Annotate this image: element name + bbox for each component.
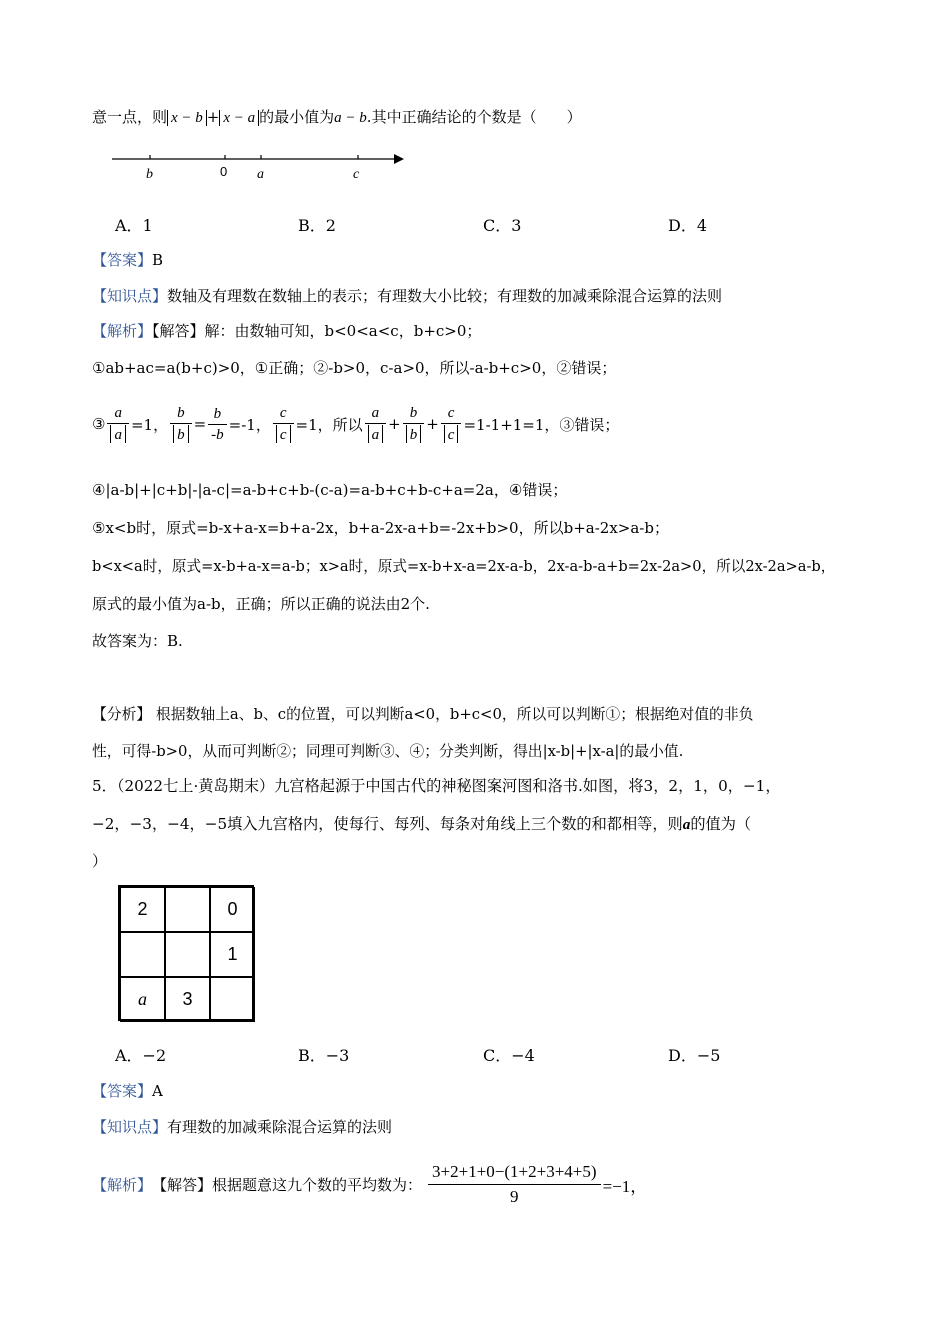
q4-answer [92,249,163,270]
grid-cell-1: 2 [120,887,165,932]
fraction-b-over-neg-b [208,404,227,445]
q5-line-3: ） [92,852,108,870]
grid-cell-6: 1 [210,932,255,977]
frac-den: b [409,427,418,443]
answer-value: A [152,1082,163,1100]
analysis-intro-text: 【解答】解：由数轴可知，b<0<a<c，b+c>0； [152,322,482,340]
q4-option-d[interactable]: D．4 [668,216,708,235]
axis-label-c: c [353,167,360,182]
grid-cell-3: 0 [210,887,255,932]
q4-knowledge [92,285,722,306]
analysis-tag: 【解析】 [92,1176,153,1194]
circle-3: ③ [92,415,106,433]
eq-text: =1， [130,415,169,434]
knowledge-text: 数轴及有理数在数轴上的表示；有理数大小比较；有理数的加减乘除混合运算的法则 [167,287,723,305]
q4-option-b[interactable]: B．2 [298,216,336,235]
frac-num: 3+2+1+0−(1+2+3+4+5) [428,1160,601,1185]
q4-fenxi-1 [92,703,753,724]
frac-den: 9 [510,1187,519,1206]
answer-tag: 【答案】 [92,1082,153,1100]
frac-result: =−1， [602,1177,648,1196]
eq-text: =1，所以 [295,415,363,434]
q5-analysis [92,1160,647,1209]
number-line [108,148,408,186]
q4-line-1: ①ab+ac=a(b+c)>0，①正确；②-b>0，c-a>0，所以-a-b+c>0，②错误； [92,359,617,377]
plus-sign: + [426,415,439,433]
frac-num: b [170,403,192,424]
q5-variable-a: a [682,816,691,833]
fraction-a-over-abs-a [107,403,129,445]
eq-text: = [193,415,207,433]
q4-stem-prefix: 意一点，则 [92,108,168,126]
q4-line-6: b<x<a时，原式=x-b+a-x=a-b；x>a时，原式=x-b+x-a=2x-a-b，2x-a-b-a+b=2x-2a>0，所以2x-2a>a-b， [92,558,836,575]
q4-line-5: ⑤x<b时，原式=b-x+a-x=b+a-2x，b+a-2x-a+b=-2x+b>0，所以b+a-2x>a-b； [92,519,669,537]
answer-tag: 【答案】 [92,251,153,269]
q5-option-c[interactable]: C．−4 [483,1046,535,1065]
q4-line-8: 故答案为：B. [92,632,183,650]
q4-fenxi-2: 性，可得-b>0，从而可判断②；同理可判断③、④；分类判断，得出|x-b|+|x-a|的最小值. [92,743,684,760]
axis-label-a: a [257,167,264,182]
fenxi-tag: 【分析】 [92,706,152,723]
plus-sign: + [206,108,220,126]
q4-line-7: 原式的最小值为a-b，正确；所以正确的说法由2个. [92,595,430,613]
q4-option-a[interactable]: A．1 [115,216,153,235]
fenxi-text-1: 根据数轴上a、b、c的位置，可以判断a<0，b+c<0，所以可以判断①；根据绝对值的非负 [155,706,754,723]
grid-cell-8: 3 [165,977,210,1022]
q5-line-2-text: −2，−3，−4，−5填入九宫格内，使每行、每列、每条对角线上三个数的和都相等，则 [92,815,683,833]
q5-answer [92,1080,163,1101]
frac-den: a [371,427,380,443]
fraction-a-over-abs-a-2 [365,403,387,445]
q5-line-2 [92,813,751,834]
q4-stem-suffix: .其中正确结论的个数是（ ） [366,108,582,126]
frac-num: b [403,403,425,424]
grid-cell-9 [210,977,255,1022]
nine-grid [118,885,254,1021]
frac-num: c [441,403,462,424]
q5-option-b[interactable]: B．−3 [298,1046,350,1065]
eq-text: =1-1+1=1，③错误； [463,415,620,434]
frac-den: c [279,427,287,443]
frac-num: b [208,404,227,425]
frac-num: c [273,403,294,424]
frac-den: c [447,427,455,443]
fraction-c-over-abs-c-2 [441,403,462,445]
a-minus-b: a − b [334,110,367,126]
q4-option-c[interactable]: C．3 [483,216,522,235]
q4-line-4: ④|a-b|+|c+b|-|a-c|=a-b+c+b-(c-a)=a-b+c+b-c+a=2a，④错误； [92,481,568,499]
plus-sign: + [388,415,401,433]
abs-x-minus-a: x − a [219,110,259,126]
grid-cell-5 [165,932,210,977]
frac-num: a [365,403,387,424]
q5-line-1: 5．（2022七上·黄岛期末）九宫格起源于中国古代的神秘图案河图和洛书.如图，将3，2，1，0，−1， [92,777,781,795]
analysis-tag: 【解析】 [92,322,153,340]
q5-line-2-tail: 的值为（ [690,815,752,833]
frac-num: a [107,403,129,424]
axis-label-zero: 0 [220,164,228,179]
q4-analysis-intro [92,320,481,341]
q5-option-a[interactable]: A．−2 [115,1046,167,1065]
q5-option-d[interactable]: D．−5 [668,1046,721,1065]
knowledge-tag: 【知识点】 [92,287,168,305]
average-fraction [428,1160,601,1209]
q5-knowledge [92,1116,392,1137]
axis-label-b: b [146,167,153,182]
analysis-text: 【解答】根据题意这九个数的平均数为： [152,1176,423,1194]
frac-den: a [114,427,122,443]
eq-text: =-1， [228,415,271,434]
knowledge-tag: 【知识点】 [92,1118,168,1136]
q4-line-3 [92,403,619,445]
q4-stem [92,106,582,129]
q4-stem-mid: 的最小值为 [259,108,335,126]
abs-x-minus-b: x − b [167,110,207,126]
frac-den: -b [211,426,224,443]
frac-den: b [177,427,185,443]
fraction-b-over-abs-b [170,403,192,445]
answer-value: B [152,251,164,269]
knowledge-text: 有理数的加减乘除混合运算的法则 [167,1118,393,1136]
fraction-c-over-abs-c [273,403,294,445]
grid-cell-2 [165,887,210,932]
grid-cell-4 [120,932,165,977]
fraction-b-over-abs-b-2 [403,403,425,445]
grid-cell-7: a [120,977,165,1022]
